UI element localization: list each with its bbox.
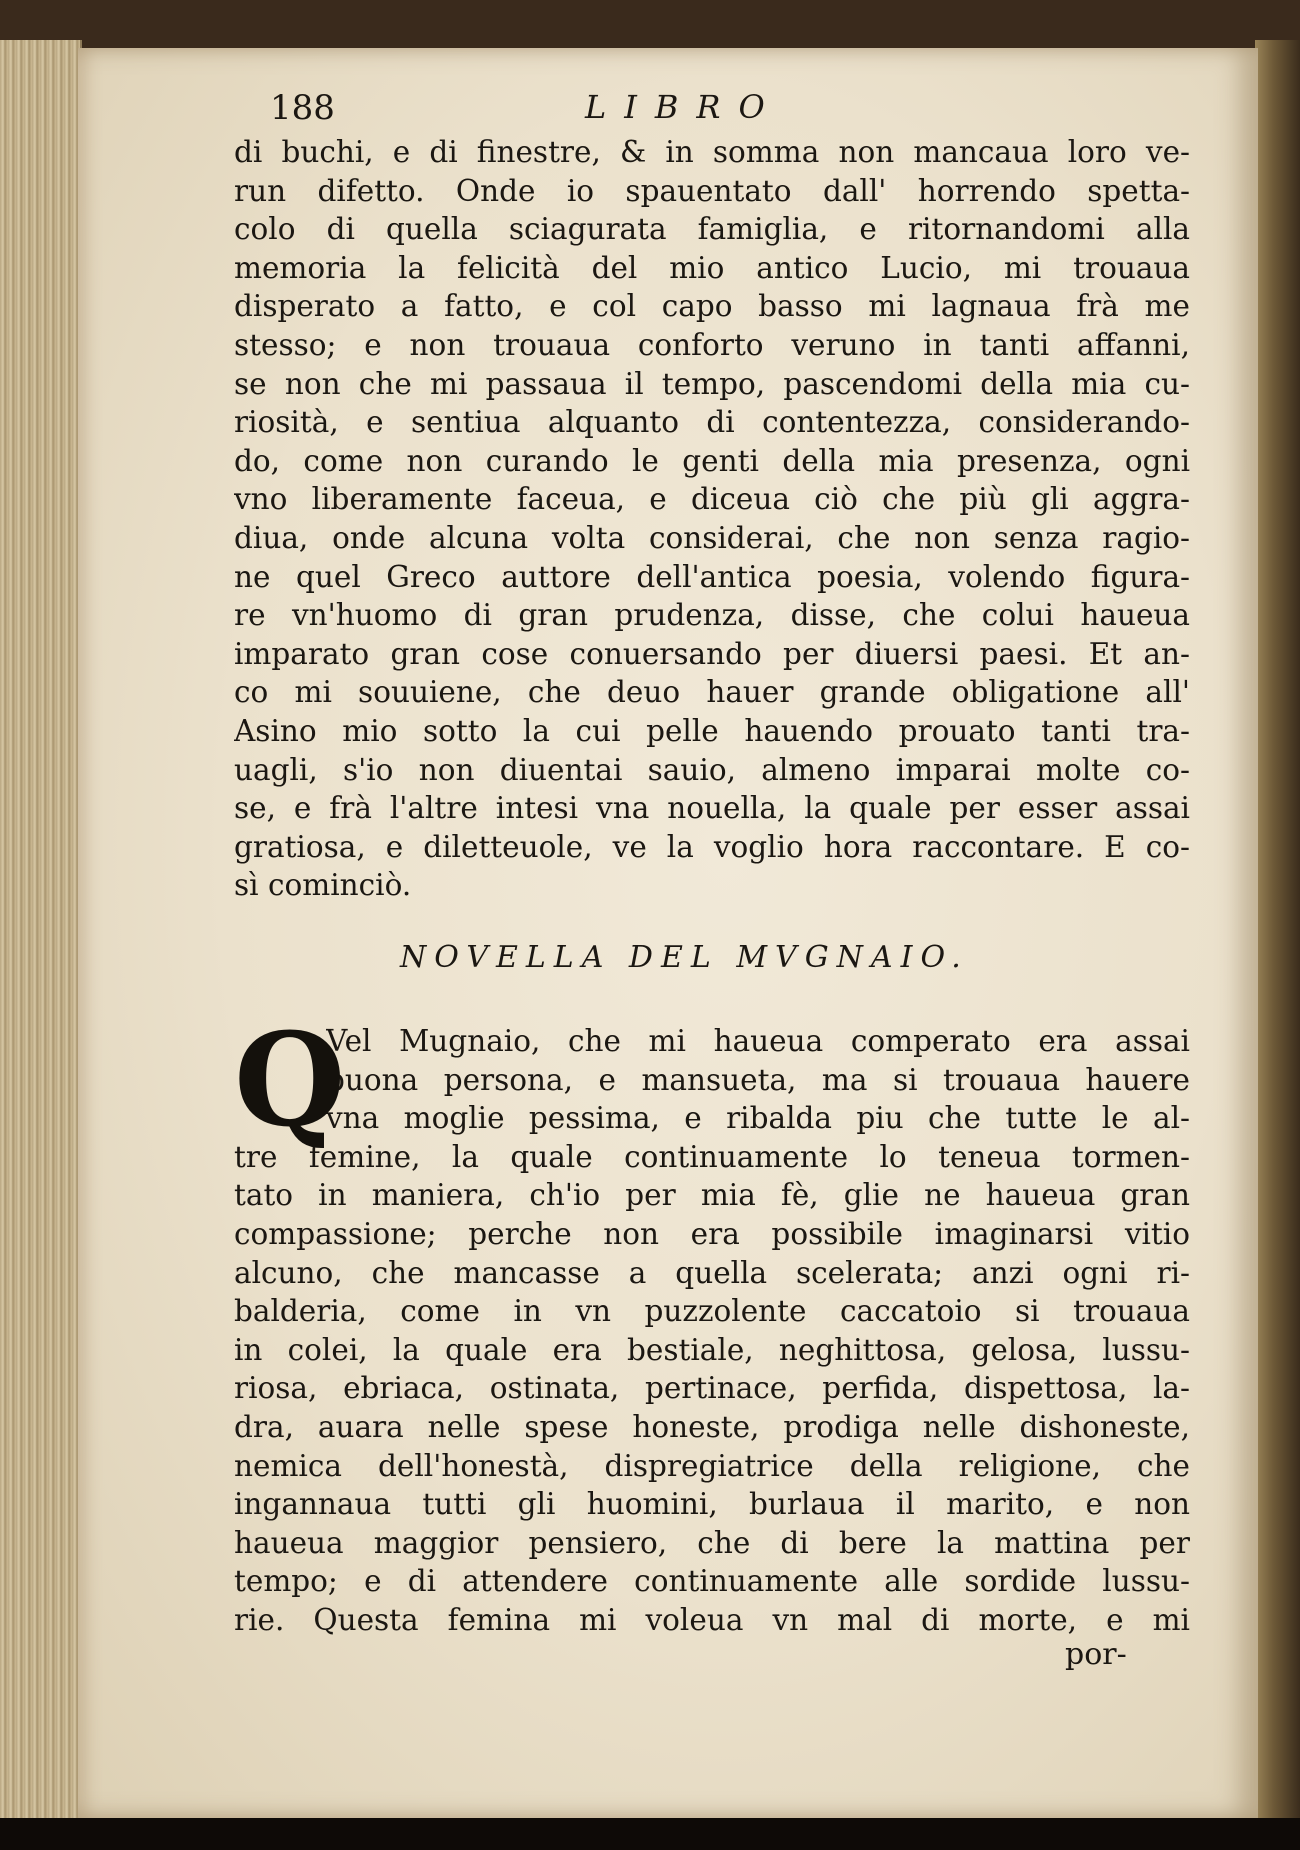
text-line: se non che mi passaua il tempo, pascendomi della mia cu-	[234, 366, 1190, 401]
text-line: diua, onde alcuna volta considerai, che non senza ragio-	[234, 520, 1190, 555]
text-line: colo di quella sciagurata famiglia, e ritornandomi alla	[234, 212, 1190, 247]
text-line: Vel Mugnaio, che mi haueua comperato era assai	[326, 1024, 1190, 1058]
text-line: in colei, la quale era bestiale, neghittosa, gelosa, lussu-	[234, 1332, 1190, 1367]
text-line: riosità, e sentiua alquanto di contentezza, considerando-	[234, 405, 1190, 440]
page-number: 188	[270, 88, 335, 128]
text-line: se, e frà l'altre intesi vna nouella, la quale per esser assai	[234, 791, 1190, 826]
text-line: tato in maniera, ch'io per mia fè, glie ne haueua gran	[234, 1178, 1190, 1213]
text-line: disperato a fatto, e col capo basso mi lagnaua frà me	[234, 289, 1190, 324]
text-line: tempo; e di attendere continuamente alle sordide lussu-	[234, 1564, 1190, 1599]
text-line: gratiosa, e diletteuole, ve la voglio hora raccontare. E co-	[234, 829, 1190, 864]
text-line: vno liberamente faceua, e diceua ciò che più gli aggra-	[234, 482, 1190, 517]
text-line: nemica dell'honestà, dispregiatrice della religione, che	[234, 1448, 1190, 1483]
background-bottom	[0, 1818, 1300, 1850]
text-line: ingannaua tutti gli huomini, burlaua il marito, e non	[234, 1487, 1190, 1522]
running-head: LIBRO	[585, 88, 783, 126]
text-line: di buchi, e di finestre, & in somma non mancaua loro ve-	[234, 135, 1190, 169]
page-header	[270, 88, 830, 136]
page-stack-edges	[0, 40, 82, 1830]
novella-title: NOVELLA DEL MVGNAIO.	[400, 940, 969, 975]
text-line: dra, auara nelle spese honeste, prodiga nelle dishoneste,	[234, 1409, 1190, 1444]
text-line: buona persona, e mansueta, ma si trouaua hauere	[326, 1062, 1190, 1097]
text-line: do, come non curando le genti della mia presenza, ogni	[234, 443, 1190, 478]
text-line: haueua maggior pensiero, che di bere la mattina per	[234, 1525, 1190, 1560]
text-line: stesso; e non trouaua conforto veruno in tanti affanni,	[234, 327, 1190, 362]
text-line: sì cominciò.	[234, 868, 412, 903]
text-line: re vn'huomo di gran prudenza, disse, che colui haueua	[234, 598, 1190, 633]
text-line: balderia, come in vn puzzolente caccatoio si trouaua	[234, 1294, 1190, 1329]
text-line: vna moglie pessima, e ribalda piu che tutte le al-	[326, 1101, 1190, 1136]
text-line: Asino mio sotto la cui pelle hauendo prouato tanti tra-	[234, 713, 1190, 748]
text-line: run difetto. Onde io spauentato dall' horrendo spetta-	[234, 173, 1190, 208]
text-line: riosa, ebriaca, ostinata, pertinace, perfida, dispettosa, la-	[234, 1371, 1190, 1406]
text-line: uagli, s'io non diuentai sauio, almeno imparai molte co-	[234, 752, 1190, 787]
text-line: co mi souuiene, che deuo hauer grande obligatione all'	[234, 675, 1190, 710]
paragraph-2	[234, 1006, 1190, 1640]
drop-cap: Q	[234, 1006, 346, 1156]
text-line: compassione; perche non era possibile imaginarsi vitio	[234, 1216, 1190, 1251]
text-line: alcuno, che mancasse a quella scelerata; anzi ogni ri-	[234, 1255, 1190, 1290]
binding-gutter	[1255, 40, 1300, 1830]
text-line: ne quel Greco auttore dell'antica poesia, volendo figura-	[234, 559, 1190, 594]
text-line: imparato gran cose conuersando per diuersi paesi. Et an-	[234, 636, 1190, 671]
text-line: memoria la felicità del mio antico Lucio, mi trouaua	[234, 250, 1190, 285]
text-line: rie. Questa femina mi voleua vn mal di morte, e mi	[234, 1602, 1190, 1637]
paragraph-1	[234, 133, 1190, 905]
catchword: por-	[1065, 1637, 1127, 1672]
text-line: tre femine, la quale continuamente lo teneua tormen-	[234, 1139, 1190, 1174]
